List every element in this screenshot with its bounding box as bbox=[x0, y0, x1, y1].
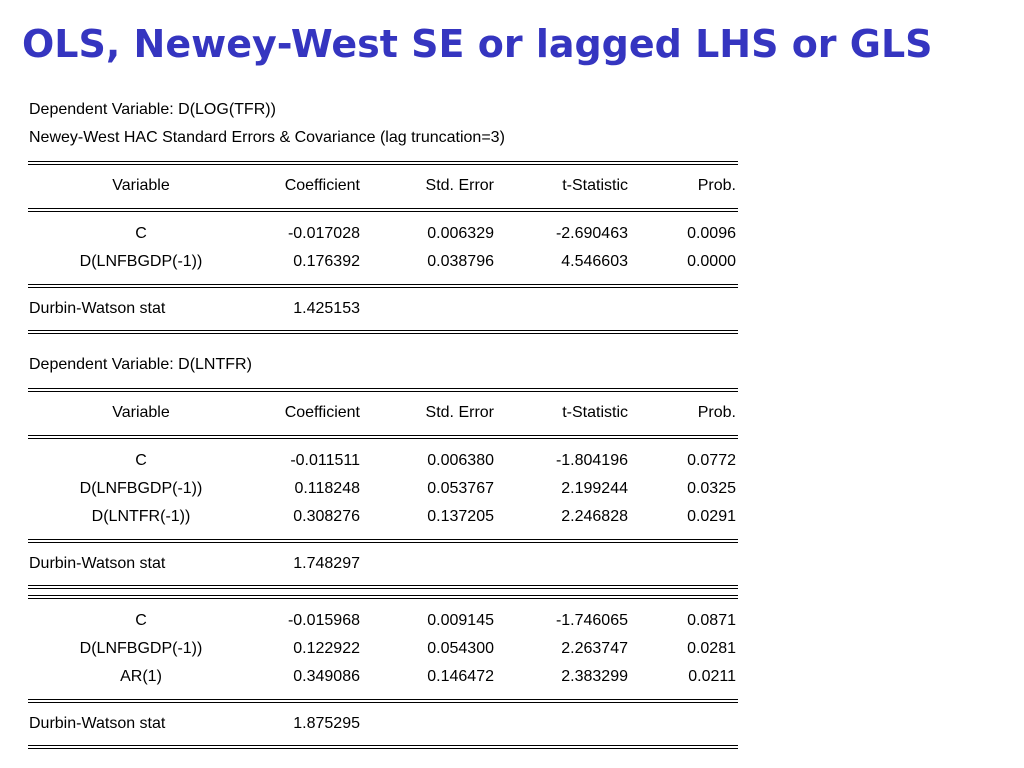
page-title: OLS, Newey-West SE or lagged LHS or GLS bbox=[22, 22, 933, 66]
col-std-error: Std. Error bbox=[425, 177, 494, 194]
table-row: AR(1) 0.349086 0.146472 2.383299 0.0211 bbox=[120, 668, 736, 685]
table-rule bbox=[28, 745, 738, 749]
durbin-watson-row: Durbin-Watson stat 1.425153 bbox=[29, 300, 360, 317]
dependent-variable-line: Dependent Variable: D(LOG(TFR)) bbox=[29, 101, 276, 118]
table-row: C -0.011511 0.006380 -1.804196 0.0772 bbox=[135, 452, 736, 469]
table-row: C -0.017028 0.006329 -2.690463 0.0096 bbox=[135, 225, 736, 242]
table-row: C -0.015968 0.009145 -1.746065 0.0871 bbox=[135, 612, 736, 629]
col-coefficient: Coefficient bbox=[284, 177, 360, 194]
table-row: D(LNFBGDP(-1)) 0.176392 0.038796 4.546603 0.0000 bbox=[79, 253, 736, 270]
durbin-watson-row: Durbin-Watson stat 1.875295 bbox=[29, 715, 360, 732]
standard-errors-note: Newey-West HAC Standard Errors & Covariance (lag truncation=3) bbox=[29, 129, 505, 146]
col-prob: Prob. bbox=[697, 177, 736, 194]
table-header-row: Variable Coefficient Std. Error t-Statistic Prob. bbox=[112, 404, 736, 421]
table-row: D(LNTFR(-1)) 0.308276 0.137205 2.246828 0.0291 bbox=[91, 508, 736, 525]
table-header-row bbox=[28, 165, 738, 208]
table-row: D(LNFBGDP(-1)) 0.118248 0.053767 2.199244 0.0325 bbox=[79, 480, 736, 497]
durbin-watson-value: 1.875295 bbox=[293, 715, 360, 732]
table-row: D(LNFBGDP(-1)) 0.122922 0.054300 2.263747 0.0281 bbox=[79, 640, 736, 657]
durbin-watson-row: Durbin-Watson stat 1.748297 bbox=[29, 555, 360, 572]
dependent-variable-line: Dependent Variable: D(LNTFR) bbox=[29, 356, 252, 373]
col-t-statistic: t-Statistic bbox=[562, 177, 628, 194]
durbin-watson-value: 1.748297 bbox=[293, 555, 360, 572]
regression-output bbox=[28, 96, 738, 749]
durbin-watson-value: 1.425153 bbox=[293, 300, 360, 317]
col-variable: Variable bbox=[112, 177, 170, 194]
